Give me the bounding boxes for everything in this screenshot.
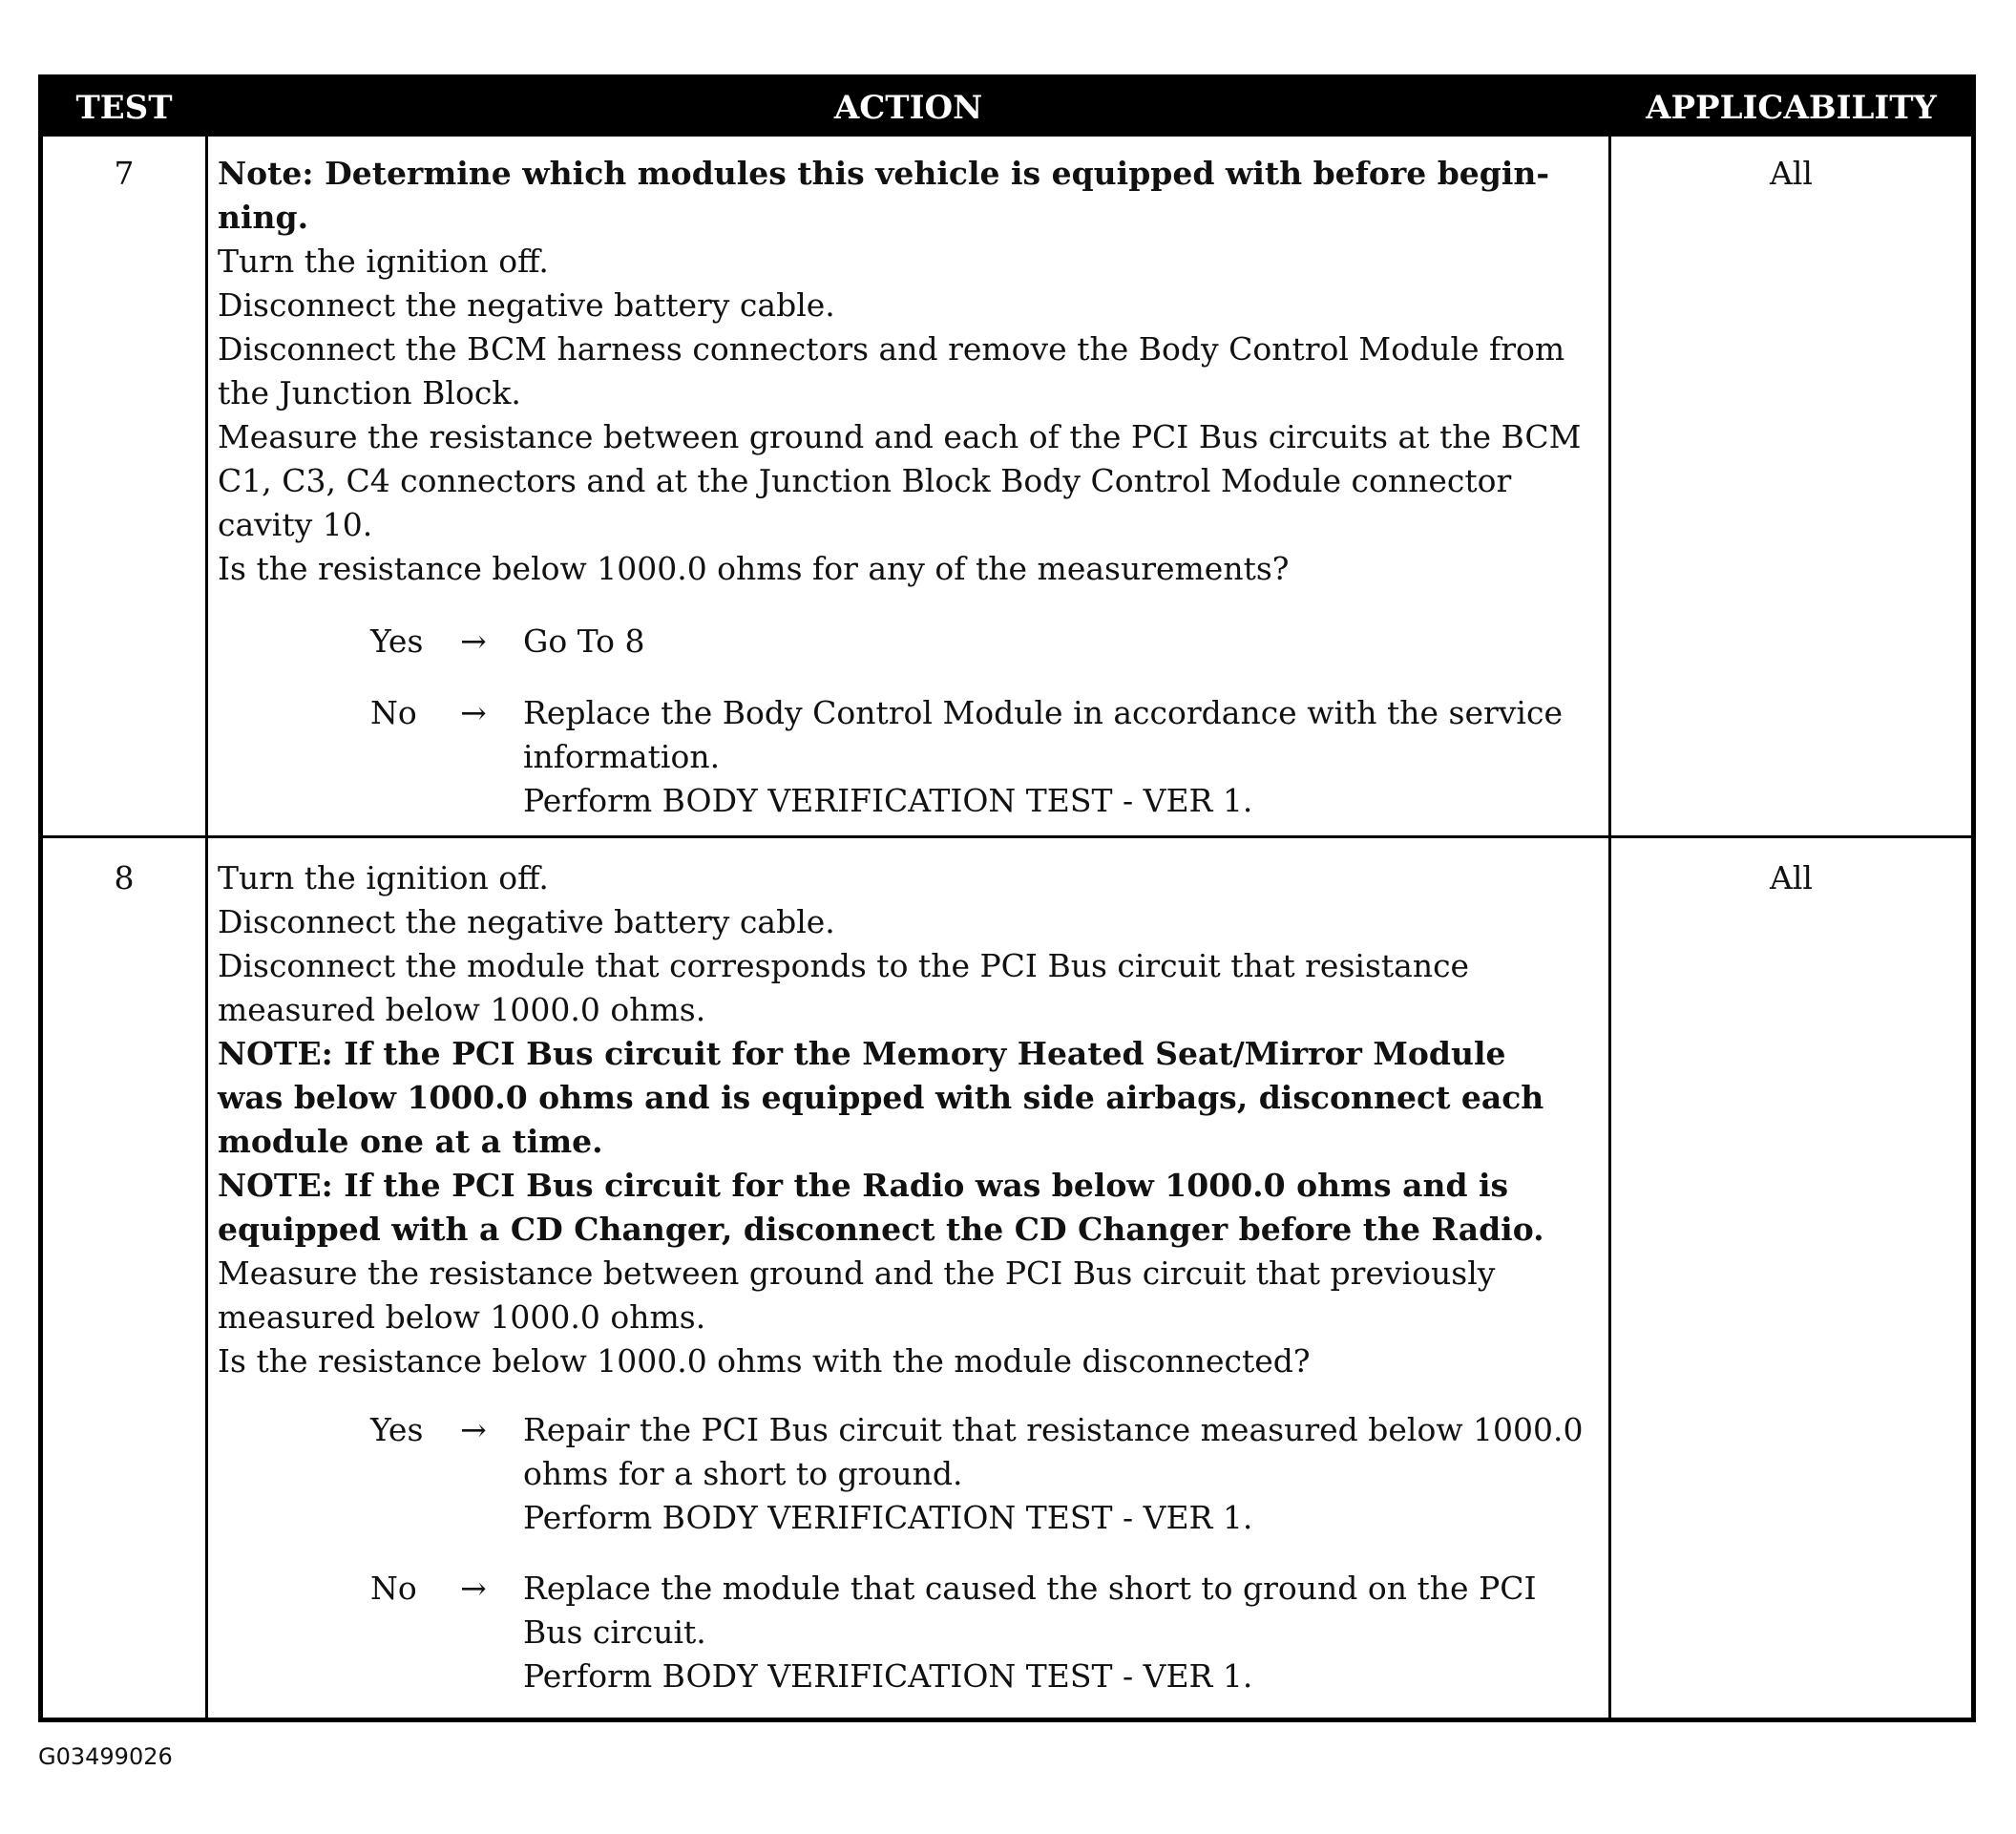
action-line: Turn the ignition off. xyxy=(218,242,549,280)
figure-id: G03499026 xyxy=(38,1743,173,1770)
action-line: C1, C3, C4 connectors and at the Junction Block Body Control Module connector xyxy=(218,462,1512,499)
test-number: 8 xyxy=(114,859,135,896)
action-line: Note: Determine which modules this vehicle is equipped with before begin- xyxy=(218,155,1550,192)
no-response xyxy=(370,1567,1602,1700)
action-line: Disconnect the negative battery cable. xyxy=(218,903,835,940)
no-action xyxy=(523,1567,1600,1698)
applicability-value: All xyxy=(1770,155,1813,192)
action-line: ning. xyxy=(218,199,309,236)
action-line: NOTE: If the PCI Bus circuit for the Memory Heated Seat/Mirror Module xyxy=(218,1035,1506,1072)
right-arrow-icon: → xyxy=(460,622,487,660)
action-text xyxy=(218,856,1597,1383)
response-line: Perform BODY VERIFICATION TEST - VER 1. xyxy=(523,782,1253,819)
right-arrow-icon: → xyxy=(460,694,487,731)
yes-action xyxy=(523,1408,1600,1540)
table-header xyxy=(43,79,1971,137)
action-line: Is the resistance below 1000.0 ohms for any of the measurements? xyxy=(218,550,1290,587)
action-line: Turn the ignition off. xyxy=(218,859,549,896)
no-label: No xyxy=(370,1570,417,1607)
header-test: TEST xyxy=(75,89,173,127)
action-line: Disconnect the module that corresponds to the PCI Bus circuit that resistance xyxy=(218,947,1470,984)
action-line: measured below 1000.0 ohms. xyxy=(218,991,706,1028)
response-line: Replace the module that caused the short to ground on the PCI xyxy=(523,1570,1537,1607)
response-line: Bus circuit. xyxy=(523,1613,706,1651)
yes-response xyxy=(370,620,1602,664)
action-line: Measure the resistance between ground and the PCI Bus circuit that previously xyxy=(218,1254,1496,1292)
header-applicability: APPLICABILITY xyxy=(1646,89,1937,127)
response-line: ohms for a short to ground. xyxy=(523,1455,963,1492)
right-arrow-icon: → xyxy=(460,1570,487,1607)
yes-action xyxy=(523,620,1600,664)
row-divider xyxy=(43,835,1971,838)
response-line: Go To 8 xyxy=(523,622,645,660)
yes-response xyxy=(370,1408,1602,1542)
column-divider xyxy=(205,137,208,1722)
header-action: ACTION xyxy=(833,89,983,127)
action-line: Disconnect the BCM harness connectors and remove the Body Control Module from xyxy=(218,330,1565,368)
yes-label: Yes xyxy=(370,622,424,660)
diagnostic-test-table xyxy=(38,74,1976,1722)
column-divider xyxy=(1608,137,1611,1722)
test-number: 7 xyxy=(114,155,135,192)
response-line: Repair the PCI Bus circuit that resistance measured below 1000.0 xyxy=(523,1411,1584,1448)
action-line: was below 1000.0 ohms and is equipped with side airbags, disconnect each xyxy=(218,1079,1544,1116)
action-text xyxy=(218,152,1597,591)
applicability-value: All xyxy=(1770,859,1813,896)
action-line: equipped with a CD Changer, disconnect the CD Changer before the Radio. xyxy=(218,1211,1544,1248)
action-line: module one at a time. xyxy=(218,1123,603,1160)
action-line: NOTE: If the PCI Bus circuit for the Radio was below 1000.0 ohms and is xyxy=(218,1167,1509,1204)
action-line: Measure the resistance between ground and each of the PCI Bus circuits at the BCM xyxy=(218,418,1582,455)
no-action xyxy=(523,691,1600,823)
right-arrow-icon: → xyxy=(460,1411,487,1448)
action-line: the Junction Block. xyxy=(218,374,521,411)
response-line: Perform BODY VERIFICATION TEST - VER 1. xyxy=(523,1657,1253,1695)
no-label: No xyxy=(370,694,417,731)
response-line: information. xyxy=(523,738,721,775)
response-line: Perform BODY VERIFICATION TEST - VER 1. xyxy=(523,1499,1253,1536)
action-line: Disconnect the negative battery cable. xyxy=(218,286,835,324)
response-line: Replace the Body Control Module in accordance with the service xyxy=(523,694,1563,731)
action-line: Is the resistance below 1000.0 ohms with the module disconnected? xyxy=(218,1342,1311,1380)
no-response xyxy=(370,691,1602,825)
action-line: measured below 1000.0 ohms. xyxy=(218,1298,706,1336)
yes-label: Yes xyxy=(370,1411,424,1448)
action-line: cavity 10. xyxy=(218,506,373,543)
